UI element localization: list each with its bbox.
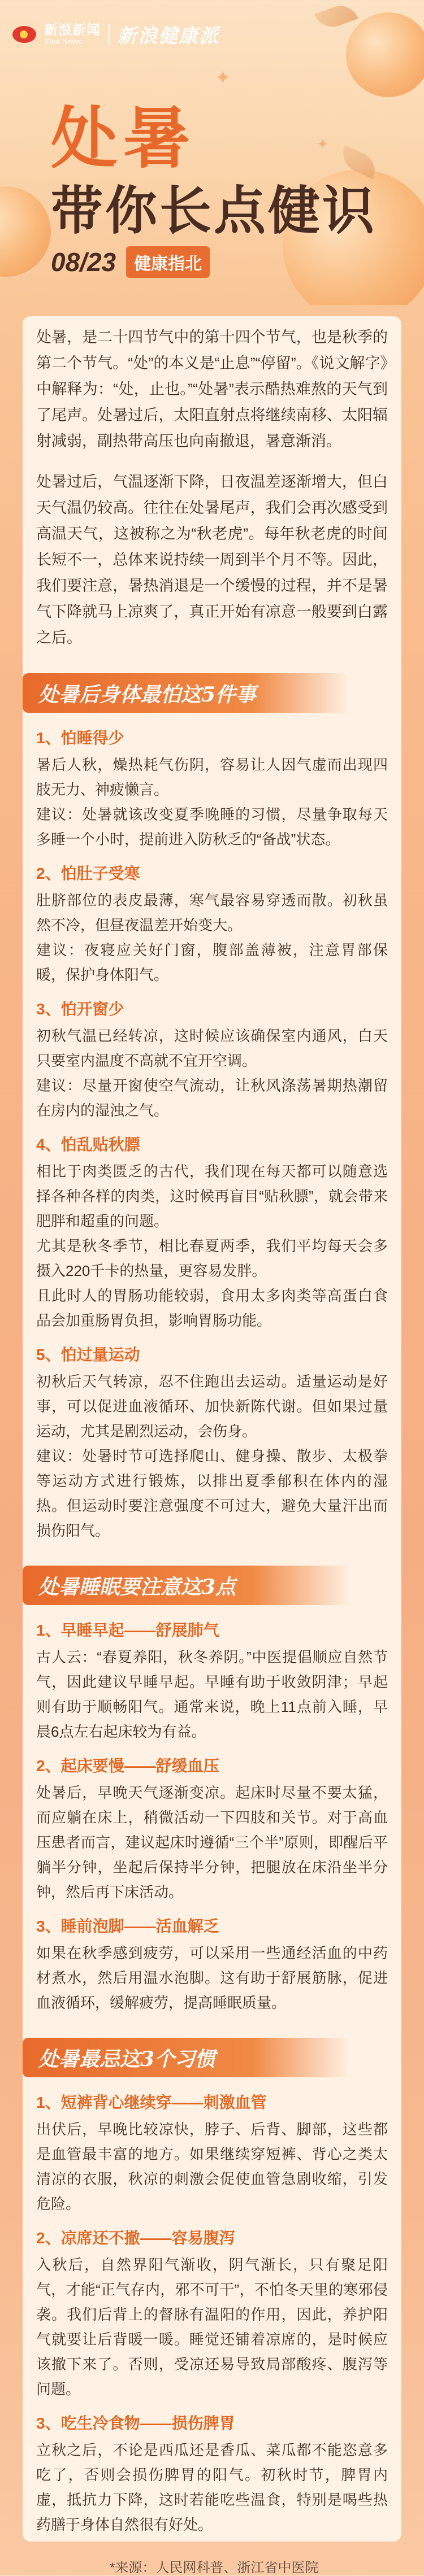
date-label: 08/23	[51, 247, 116, 277]
item-heading: 2、凉席还不撤——容易腹泻	[36, 2229, 235, 2247]
section-title: 处暑后身体最怕这5件事	[38, 682, 257, 707]
item-heading: 1、早睡早起——舒展肺气	[36, 1622, 219, 1639]
item-text: 建议：处暑就该改变夏季晚睡的习惯，尽量争取每天多睡一个小时，提前进入防秋乏的“备战”状态。	[36, 806, 388, 848]
intro-paragraph: 处暑，是二十四节气中的第十四个节气，也是秋季的第二个节气。“处”的本义是“止息”“停留”。《说文解字》中解释为：“处，止也。”“处暑”表示酷热难熬的天气到了尾声。处暑过后，太阳直射点将继续南移、太阳辐射减弱，副热带高压也向南撤退，暑意渐消。	[36, 329, 388, 450]
item-text: 相比于肉类匮乏的古代，我们现在每天都可以随意选择各种各样的肉类，这时候再盲目“贴秋膘”，就会带来肥胖和超重的问题。	[36, 1163, 388, 1230]
page-title: 处暑	[51, 99, 196, 177]
logo-row	[12, 20, 219, 48]
article-content	[36, 324, 388, 2576]
item-heading: 1、怕睡得少	[36, 729, 124, 747]
item-text: 建议：夜寝应关好门窗，腹部盖薄被，注意胃部保暖，保护身体阳气。	[36, 942, 388, 983]
item-text: 立秋之后，不论是西瓜还是香瓜、菜瓜都不能恣意多吃了，否则会损伤脾胃的阳气。初秋时节，脾胃内虚，抵抗力下降，这时若能吃些温食，特别是喝些热药膳于身体自然很有好处。	[36, 2442, 388, 2533]
item-text: 且此时人的胃肠功能较弱，食用太多肉类等高蛋白食品会加重肠胃负担，影响胃肠功能。	[36, 1287, 388, 1329]
peach-decoration-icon	[0, 186, 51, 277]
date-row	[51, 246, 210, 278]
item-text: 建议：尽量开窗使空气流动，让秋风涤荡暑期热潮留在房内的湿浊之气。	[36, 1077, 388, 1119]
section-title: 处暑睡眠要注意这3点	[38, 1575, 236, 1599]
item-text: 初秋气温已经转凉，这时候应该确保室内通风，白天只要室内温度不高就不宜开空调。	[36, 1027, 388, 1069]
logo-en: Sina News	[44, 36, 82, 46]
item-text: 入秋后，自然界阳气渐收，阴气渐长，只有聚足阳气，才能“正气存内，邪不可干”，不怕冬天里的寒邪侵袭。我们后背上的督脉有温阳的作用，因此，养护阳气就要让后背暖一暖。睡觉还铺着凉席的，是时候应该撤下来了。否则，受凉还易导致局部酸疼、腹泻等问题。	[36, 2256, 388, 2398]
item-text: 肚脐部位的表皮最薄，寒气最容易穿透而散。初秋虽然不冷，但昼夜温差开始变大。	[36, 892, 388, 934]
logo-cn: 新浪新闻	[44, 22, 101, 38]
section-header	[23, 1566, 351, 1605]
column-tag: 健康指北	[126, 246, 210, 278]
item-text: 尤其是秋冬季节，相比春夏两季，我们平均每天会多摄入220千卡的热量，更容易发胖。	[36, 1237, 388, 1279]
header	[0, 0, 424, 305]
item-heading: 1、短裤背心继续穿——刺激血管	[36, 2094, 267, 2111]
section-header	[23, 2038, 351, 2077]
item-heading: 3、吃生冷食物——损伤脾胃	[36, 2414, 235, 2432]
section-title: 处暑最忌这3个习惯	[38, 2047, 216, 2071]
peach-decoration-icon	[346, 12, 424, 97]
intro-paragraph: 处暑过后，气温逐渐下降，日夜温差逐渐增大，但白天气温仍较高。往往在处暑尾声，我们会再次感受到高温天气，这被称之为“秋老虎”。每年秋老虎的时间长短不一，总体来说持续一周到半个月不等。因此，我们要注意，暑热消退是一个缓慢的过程，并不是暑气下降就马上凉爽了，真正开始有凉意一般要到白露之后。	[36, 473, 388, 646]
item-heading: 3、睡前泡脚——活血解乏	[36, 1917, 219, 1935]
item-text: 古人云：“春夏养阳，秋冬养阴。”中医提倡顺应自然节气，因此建议早睡早起。早睡有助于收敛阴津；早起则有助于顺畅阳气。通常来说，晚上11点前入睡，早晨6点左右起床较为有益。	[36, 1649, 388, 1740]
sparkle-icon: ✦	[215, 67, 231, 89]
brand-name: 新浪健康派	[118, 25, 219, 47]
item-text: 处暑后，早晚天气逐渐变凉。起床时尽量不要太猛，而应躺在床上，稍微活动一下四肢和关节。对于高血压患者而言，建议起床时遵循“三个半”原则，即醒后平躺半分钟，坐起后保持半分钟，把腿放在床沿坐半分钟，然后再下床活动。	[36, 1784, 388, 1901]
logo-text	[44, 23, 101, 46]
item-heading: 2、起床要慢——舒缓血压	[36, 1757, 219, 1775]
item-text: 建议：处暑时节可选择爬山、健身操、散步、太极拳等运动方式进行锻炼，以排出夏季郁积在体内的湿热。但运动时要注意强度不可过大，避免大量汗出而损伤阳气。	[36, 1448, 388, 1539]
item-text: 暑后人秋，燥热耗气伤阴，容易让人因气虚而出现四肢无力、神疲懒言。	[36, 756, 388, 798]
item-heading: 3、怕开窗少	[36, 1000, 124, 1018]
item-heading: 2、怕肚子受寒	[36, 865, 140, 882]
item-heading: 4、怕乱贴秋膘	[36, 1136, 140, 1153]
item-text: 如果在秋季感到疲劳，可以采用一些通经活血的中药材煮水，然后用温水泡脚。这有助于舒展筋脉，促进血液循环，缓解疲劳，提高睡眠质量。	[36, 1945, 388, 2011]
logo-divider	[109, 24, 110, 45]
leaf-decoration-icon	[314, 1, 358, 32]
section-header	[23, 673, 351, 713]
item-heading: 5、怕过量运动	[36, 1346, 140, 1363]
source-note: *来源：人民网科普、浙江省中医院	[110, 2560, 319, 2575]
item-text: 初秋后天气转凉，忍不住跑出去运动。适量运动是好事，可以促进血液循环、加快新陈代谢。但如果过量运动，尤其是剧烈运动，会伤身。	[36, 1373, 388, 1440]
sparkle-icon: ✦	[317, 136, 329, 152]
sina-logo-icon	[12, 26, 36, 43]
item-text: 出伏后，早晚比较凉快，脖子、后背、脚部，这些都是血管最丰富的地方。如果继续穿短裤、背心之类太清凉的衣服，秋凉的刺激会促使血管急剧收缩，引发危险。	[36, 2121, 388, 2212]
page-subtitle: 带你长点健识	[51, 180, 377, 241]
